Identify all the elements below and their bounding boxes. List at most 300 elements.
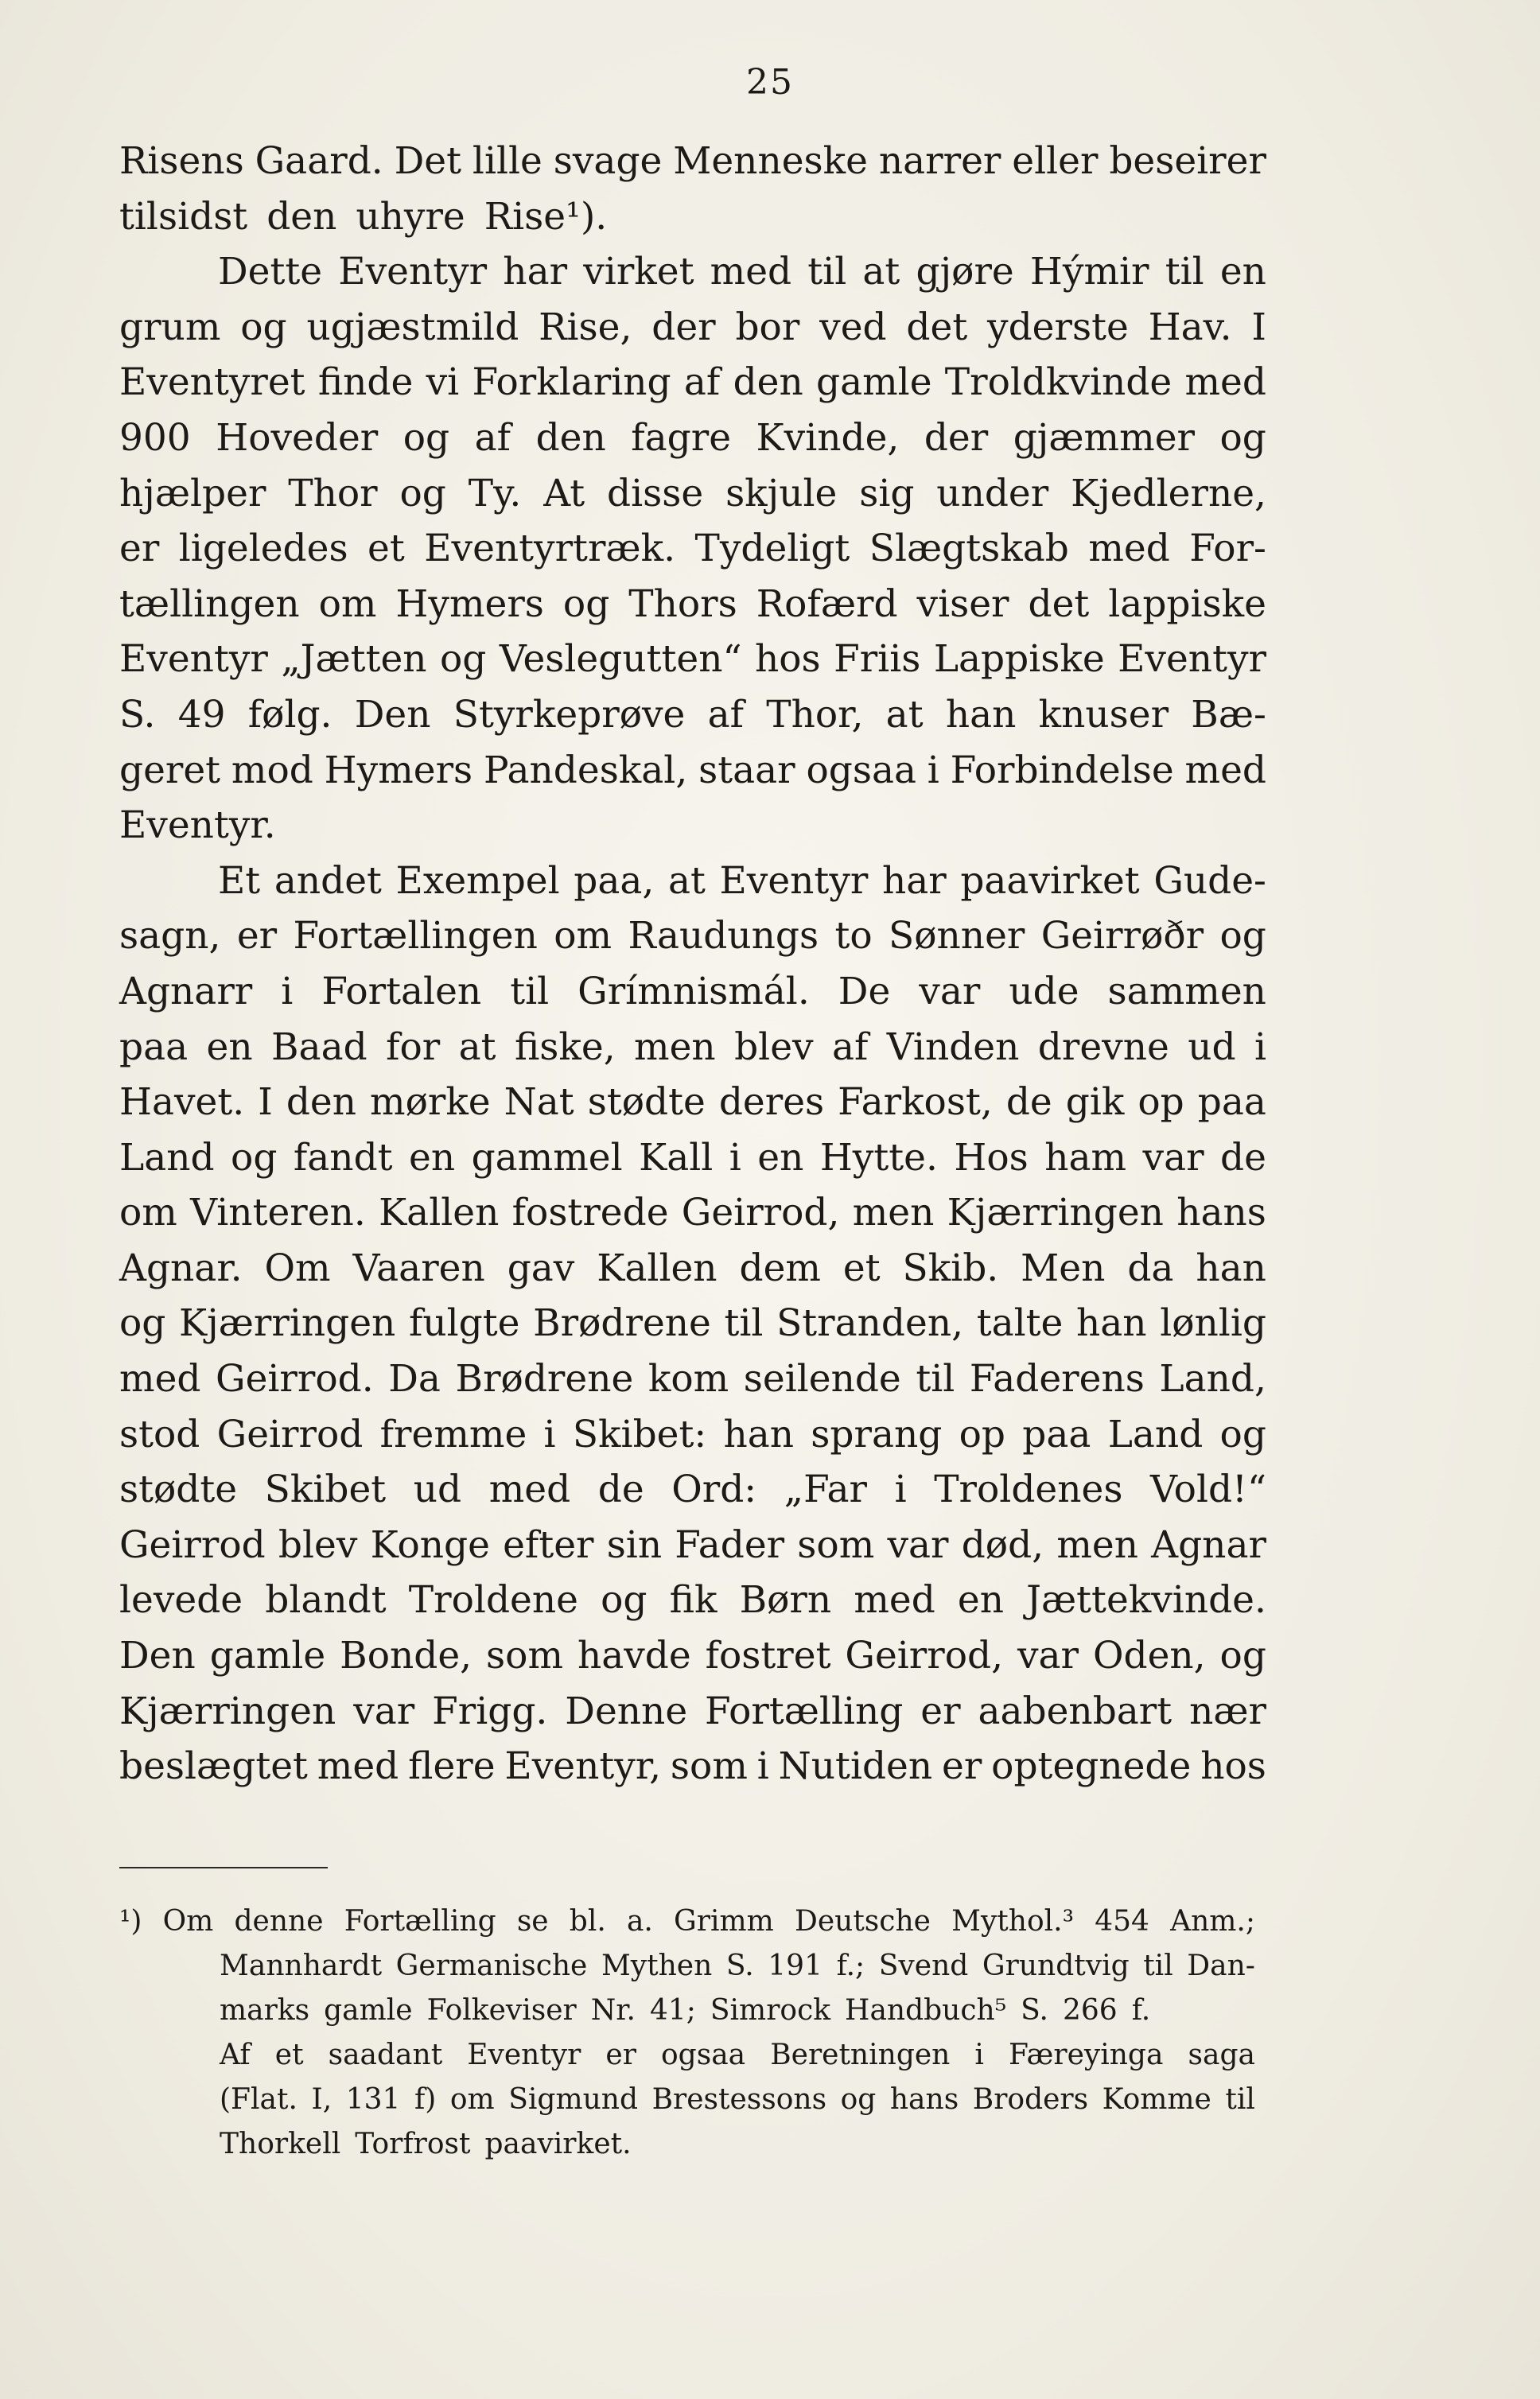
word: Børn (739, 1578, 832, 1623)
footnote-line (119, 1989, 1255, 2033)
word: stod (119, 1412, 200, 1456)
word: ved (819, 305, 887, 349)
footnote-word: Mannhardt (220, 1950, 383, 1982)
text-line (119, 466, 1266, 522)
word: eller (1012, 139, 1099, 183)
word: fandt (293, 1135, 393, 1180)
word: Konge (370, 1522, 490, 1567)
word: Jættekvinde. (1026, 1578, 1266, 1623)
word: han (1076, 1301, 1147, 1346)
footnote-word: Af (220, 2039, 251, 2071)
footnote-word: 266 (1062, 1994, 1118, 2027)
word: aabenbart (978, 1689, 1172, 1733)
word: fremme (379, 1412, 527, 1456)
word: Sønner (889, 914, 1025, 958)
word: men (852, 1191, 935, 1235)
word: Den (354, 692, 431, 737)
word: Geirrod (216, 1412, 364, 1456)
word: Geirrod (119, 1522, 266, 1567)
word: af (707, 692, 745, 737)
footnote-word: Mythol.³ (951, 1905, 1075, 1938)
word: efter (503, 1522, 594, 1567)
word: Et (218, 858, 261, 903)
footnote-word: Anm.; (1170, 1905, 1255, 1938)
word: Troldkvinde (944, 360, 1172, 405)
word: i (729, 1135, 741, 1180)
word: dem (739, 1246, 821, 1290)
word: havde (577, 1634, 691, 1678)
text-line (119, 410, 1266, 466)
word: en (757, 1135, 804, 1180)
text-line (119, 1241, 1266, 1297)
word: Eventyret (119, 360, 305, 405)
footnote-word: marks (220, 1994, 310, 2027)
word: gik (1065, 1080, 1125, 1125)
word: kom (648, 1357, 729, 1402)
word: i (281, 969, 294, 1013)
word: Ord: (671, 1468, 757, 1512)
word: var (887, 1522, 949, 1567)
text-line (119, 1462, 1266, 1518)
word: Vinden (886, 1025, 1020, 1069)
word: var (353, 1689, 415, 1733)
word: ham (1044, 1135, 1127, 1180)
word: Kjærringen (947, 1191, 1164, 1235)
word: en (409, 1135, 456, 1180)
word: om (119, 1191, 177, 1235)
word: og (562, 581, 610, 626)
word: levede (119, 1578, 243, 1623)
word: paavirket (960, 858, 1140, 903)
word: har (503, 250, 568, 294)
footnote-word: Broders (972, 2083, 1089, 2116)
word: Styrkeprøve (453, 692, 686, 737)
word: lønlig (1160, 1301, 1266, 1346)
word: op (1138, 1080, 1184, 1125)
word: Geirrod, (681, 1191, 840, 1235)
footnote-word: Torfrost (355, 2128, 471, 2160)
text-line (119, 1407, 1266, 1463)
word: Denne (565, 1689, 688, 1733)
word: Tydeligt (694, 527, 850, 571)
word: Veslegutten“ (499, 637, 742, 682)
footnote-word: Eventyr (467, 2039, 581, 2071)
word: Rofærd (756, 581, 898, 626)
word: en (206, 1025, 253, 1069)
text-line (119, 1684, 1266, 1740)
word: Faderens (969, 1357, 1145, 1402)
word: ude (1009, 969, 1079, 1013)
word: beseirer (1109, 139, 1266, 183)
word: Kvinde, (756, 415, 900, 460)
word: Baad (271, 1025, 368, 1069)
word: og (402, 415, 450, 460)
word: deres (718, 1080, 825, 1125)
word: Bonde, (340, 1634, 472, 1678)
footnote-line (119, 1944, 1255, 1989)
footnote-word: i (974, 2039, 984, 2071)
word: Geirrod. (216, 1357, 374, 1402)
footnote-word: til (1225, 2083, 1255, 2116)
word: Skib. (902, 1246, 999, 1290)
word: gamle (815, 360, 932, 405)
footnote-word: hans (889, 2083, 959, 2116)
word: vi (426, 360, 460, 405)
word: paa (1022, 1412, 1091, 1456)
footnote-word: ¹) (119, 1905, 142, 1938)
word: yderste (987, 305, 1129, 349)
footnote-word: paavirket. (484, 2128, 632, 2160)
word: fostret (705, 1634, 831, 1678)
word: Det (394, 139, 462, 183)
text-line (119, 1130, 1266, 1186)
body-text (119, 134, 1266, 1794)
word: at (862, 250, 900, 294)
footnote-word: Grundtvig (982, 1950, 1130, 1982)
word: paa (1197, 1080, 1266, 1125)
footnote-word: Fortælling (344, 1905, 496, 1938)
word: hjælper (119, 471, 266, 515)
word: og (231, 1135, 278, 1180)
footnote-word: Færeyinga (1009, 2039, 1164, 2071)
word: et (842, 1246, 881, 1290)
footnote-word: saadant (328, 2039, 443, 2071)
text-line (119, 1739, 1266, 1794)
footnote-word: f) (414, 2083, 437, 2116)
word: i (1254, 1025, 1266, 1069)
text-line (119, 853, 1266, 909)
word: Dette (218, 250, 323, 294)
word: 49 (177, 692, 226, 737)
word: er (920, 1689, 961, 1733)
word: Forbindelse (950, 748, 1174, 792)
word: Skibet (264, 1468, 387, 1512)
word: viser (916, 581, 1009, 626)
page-number: 25 (746, 62, 794, 103)
word: For- (1189, 527, 1266, 571)
word: Hoveder (216, 415, 379, 460)
word: med (1184, 360, 1266, 405)
text-line (119, 1351, 1266, 1407)
word: Ty. (468, 471, 522, 515)
word: Da (388, 1357, 441, 1402)
word: var (1142, 1135, 1204, 1180)
word: Hav. (1148, 305, 1232, 349)
word: Fortælling (705, 1689, 904, 1733)
word: at (458, 1025, 496, 1069)
word: Brødrene (455, 1357, 634, 1402)
word: i (543, 1412, 556, 1456)
word: med (119, 1357, 201, 1402)
word: der (651, 305, 716, 349)
text-line (119, 300, 1266, 356)
word: Forklaring (472, 360, 671, 405)
word: Land (119, 1135, 215, 1180)
footnotes (119, 1899, 1255, 2167)
text-line (119, 743, 1266, 799)
word: De (838, 969, 891, 1013)
word: uhyre (356, 194, 465, 239)
footnote-word: Om (162, 1905, 214, 1938)
word: At (543, 471, 585, 515)
word: Hymers (324, 748, 473, 792)
word: skjule (725, 471, 838, 515)
word: og (1219, 1634, 1266, 1678)
word: til (916, 1357, 955, 1402)
word: Farkost, (838, 1080, 993, 1125)
word: ogsaa (806, 748, 916, 792)
text-line (119, 1518, 1266, 1573)
word: til (510, 969, 550, 1013)
word: med (854, 1578, 935, 1623)
footnote-word: S. (1021, 1994, 1048, 2027)
word: Men (1021, 1246, 1106, 1290)
word: ud (1188, 1025, 1236, 1069)
word: Land (1107, 1412, 1204, 1456)
word: for (386, 1025, 441, 1069)
word: et (368, 527, 405, 571)
footnote-word: Svend (878, 1950, 969, 1982)
word: Om (264, 1246, 331, 1290)
footnote-word: a. (626, 1905, 653, 1938)
word: Troldene (408, 1578, 578, 1623)
word: i (927, 748, 939, 792)
word: mod (231, 748, 313, 792)
word: var (1017, 1634, 1079, 1678)
text-line (119, 355, 1266, 410)
word: af (683, 360, 721, 405)
word: blev (734, 1025, 814, 1069)
text-line (119, 134, 1266, 189)
word: Fader (675, 1522, 785, 1567)
word: Eventyr (719, 858, 869, 903)
word: Kjedlerne, (1071, 471, 1266, 515)
footnote-word: 131 (345, 2083, 401, 2116)
word: andet (274, 858, 382, 903)
footnote-word: gamle (324, 1994, 413, 2027)
word: om (318, 581, 377, 626)
footnote-word: Deutsche (794, 1905, 931, 1938)
footnote-word: 191 (768, 1950, 822, 1982)
word: Frigg. (432, 1689, 548, 1733)
word: hos (754, 637, 821, 682)
word: Kall (639, 1135, 714, 1180)
word: Geirrod, (845, 1634, 1004, 1678)
footnote-word: er (605, 2039, 636, 2071)
word: fik (669, 1578, 718, 1623)
word: flere (408, 1744, 496, 1789)
word: med (488, 1468, 571, 1512)
word: gamle (209, 1634, 326, 1678)
word: med (710, 250, 792, 294)
word: I (258, 1080, 273, 1125)
word: paa, (574, 858, 655, 903)
word: sagn, (119, 914, 221, 958)
footnote-word: Germanische (395, 1950, 588, 1982)
word: gav (507, 1246, 575, 1290)
word: gjæmmer (1013, 415, 1195, 460)
word: Thor, (766, 692, 864, 737)
word: mørke (370, 1080, 491, 1125)
word: med (317, 1744, 399, 1789)
footnote-word: S. (725, 1950, 754, 1982)
word: den (286, 1080, 356, 1125)
word: følg. (247, 692, 332, 737)
word: Hytte. (819, 1135, 938, 1180)
word: Fortalen (321, 969, 482, 1013)
word: ugjæstmild (306, 305, 519, 349)
word: Risens (119, 139, 244, 183)
word: en (1219, 250, 1266, 294)
word: der (924, 415, 989, 460)
word: Oden, (1092, 1634, 1206, 1678)
word: knuser (1038, 692, 1169, 737)
word: virket (583, 250, 694, 294)
text-line (119, 1628, 1266, 1684)
word: Agnar (1151, 1522, 1266, 1567)
word: har (881, 858, 947, 903)
word: S. (119, 692, 156, 737)
word: finde (317, 360, 414, 405)
word: og (119, 1301, 166, 1346)
word: svage (553, 139, 663, 183)
text-line (119, 964, 1266, 1020)
word: af (831, 1025, 869, 1069)
word: han (1196, 1246, 1266, 1290)
word: sin (606, 1522, 663, 1567)
word: og (601, 1578, 648, 1623)
word: i (756, 1744, 769, 1789)
word: sprang (811, 1412, 943, 1456)
text-line (119, 1075, 1266, 1130)
footnote-word: et (274, 2039, 304, 2071)
footnote-word: Simrock (710, 1994, 831, 2027)
footnote-word: til (1143, 1950, 1173, 1982)
footnote-word: Thorkell (220, 2128, 341, 2160)
word: Skibet: (572, 1412, 707, 1456)
word: beslægtet (119, 1744, 308, 1789)
word: Nat (504, 1080, 574, 1125)
word: grum (119, 305, 221, 349)
word: Agnar. (119, 1246, 243, 1290)
word: Rise¹). (484, 194, 608, 239)
footnote-word: ogsaa (661, 2039, 746, 2071)
word: sammen (1107, 969, 1266, 1013)
footnote-word: bl. (569, 1905, 606, 1938)
word: er (236, 914, 278, 958)
word: ud (413, 1468, 462, 1512)
word: staar (698, 748, 795, 792)
text-line (119, 908, 1266, 964)
word: fiske, (514, 1025, 616, 1069)
word: Eventyrtræk. (424, 527, 676, 571)
word: den (535, 415, 606, 460)
word: Thors (628, 581, 737, 626)
text-line (119, 1296, 1266, 1351)
text-line (119, 189, 1266, 245)
footnote-word: Sigmund (508, 2083, 639, 2116)
word: 900 (119, 415, 191, 460)
word: Eventyr (338, 250, 488, 294)
word: Eventyr (1118, 637, 1266, 682)
word: Eventyr, (504, 1744, 662, 1789)
word: at (885, 692, 924, 737)
word: som (797, 1522, 875, 1567)
word: og (399, 471, 446, 515)
footnote-word: Grimm (674, 1905, 774, 1938)
footnote-word: I, (311, 2083, 332, 2116)
footnote-word: om (449, 2083, 495, 2116)
word: Grímnismál. (578, 969, 810, 1013)
word: Troldenes (934, 1468, 1123, 1512)
word: at (667, 858, 706, 903)
word: død, (961, 1522, 1044, 1567)
word: Bæ- (1191, 692, 1266, 737)
footnote-word: Mythen (601, 1950, 713, 1982)
word: Pandeskal, (483, 748, 688, 792)
word: „Jætten (281, 637, 427, 682)
word: geret (119, 748, 221, 792)
word: optegnede (991, 1744, 1192, 1789)
word: stødte (587, 1080, 706, 1125)
word: Eventyr (119, 637, 268, 682)
text-line (119, 632, 1266, 687)
word: Havet. (119, 1080, 245, 1125)
word: Vaaren (352, 1246, 485, 1290)
word: Kallen (597, 1246, 718, 1290)
word: Agnarr (119, 969, 253, 1013)
footnote-line (119, 1899, 1255, 1944)
word: Vold!“ (1150, 1468, 1266, 1512)
text-line (119, 1020, 1266, 1075)
word: af (474, 415, 511, 460)
word: Stranden, (776, 1301, 964, 1346)
word: Raudungs (628, 914, 819, 958)
word: gjøre (916, 250, 1014, 294)
word: Fortællingen (293, 914, 538, 958)
word: og (440, 637, 487, 682)
word: og (240, 305, 287, 349)
word: seilende (743, 1357, 901, 1402)
word: med (1184, 748, 1266, 792)
footnote-word: se (516, 1905, 549, 1938)
word: tilsidst (119, 194, 248, 239)
word: „Far (784, 1468, 867, 1512)
footnote-word: 41; (649, 1994, 696, 2027)
word: Nutiden (778, 1744, 933, 1789)
word: stødte (119, 1468, 238, 1512)
footnote-separator (119, 1867, 328, 1868)
word: lappiske (1108, 581, 1266, 626)
word: med (1088, 527, 1170, 571)
word: Gude- (1153, 858, 1266, 903)
word: til (1165, 250, 1204, 294)
word: blandt (265, 1578, 387, 1623)
word: de (1005, 1080, 1052, 1125)
footnote-word: denne (234, 1905, 324, 1938)
word: og (1219, 415, 1266, 460)
word: de (1220, 1135, 1266, 1180)
footnote-line (119, 2033, 1255, 2078)
word: i (894, 1468, 907, 1512)
word: fulgte (408, 1301, 520, 1346)
word: er (942, 1744, 982, 1789)
word: det (1028, 581, 1090, 626)
footnote-word: Folkeviser (426, 1994, 577, 2027)
word: han (945, 692, 1017, 737)
word: var (919, 969, 981, 1013)
word: fostrede (511, 1191, 669, 1235)
